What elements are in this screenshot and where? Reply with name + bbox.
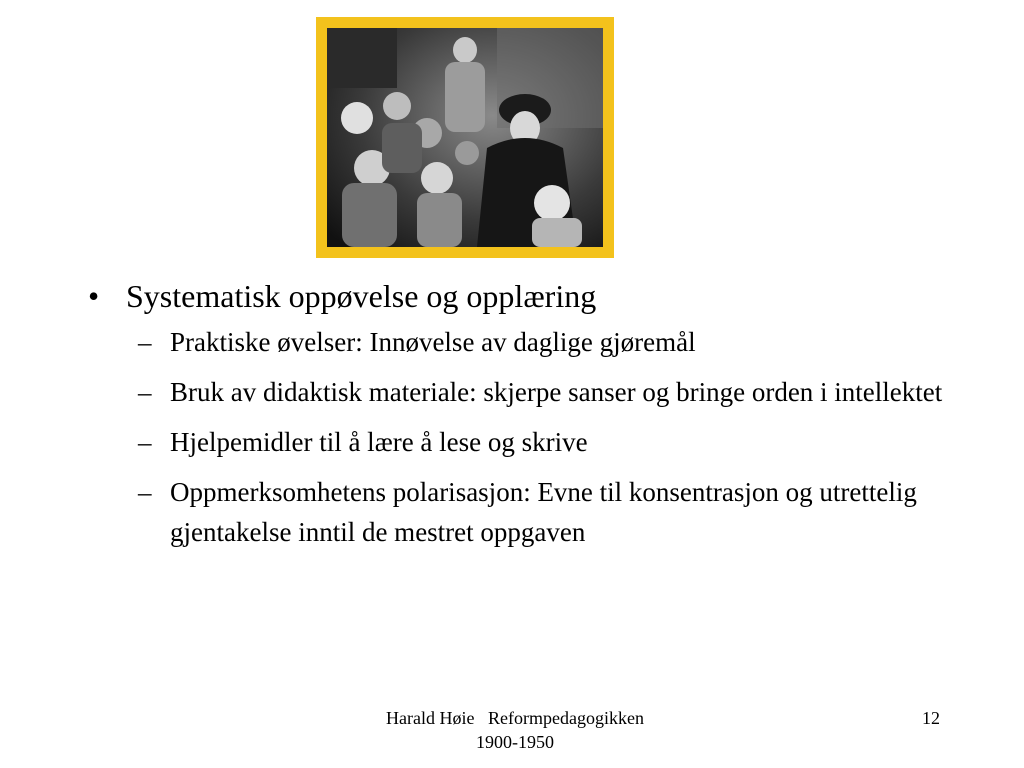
bullet-main-text: Systematisk oppøvelse og opplæring [126,278,597,314]
bullet-list [88,276,968,562]
historical-photo [327,28,603,247]
sub-bullet-text: Bruk av didaktisk materiale: skjerpe sanser og bringe orden i intellektet [170,377,943,407]
sub-bullet-item [138,422,968,462]
sub-bullet-item [138,322,968,362]
sub-bullet-item [138,372,968,412]
footer-author-line: Harald Høie Reformpedagogikken [386,708,644,728]
dash-marker: – [138,377,152,407]
bullet-marker: • [88,278,100,314]
footer-author-title [340,706,690,754]
photo-frame [316,17,614,258]
sub-bullet-list [138,322,968,552]
dash-marker: – [138,477,152,507]
dash-marker: – [138,327,152,357]
page-number: 12 [922,708,940,728]
sub-bullet-text: Praktiske øvelser: Innøvelse av daglige gjøremål [170,327,696,357]
bullet-main [88,276,968,316]
dash-marker: – [138,427,152,457]
sub-bullet-text: Oppmerksomhetens polarisasjon: Evne til konsentrasjon og utrettelig gjentakelse inntil de mestret oppgaven [170,477,917,547]
footer-years: 1900-1950 [476,732,554,752]
sub-bullet-text: Hjelpemidler til å lære å lese og skrive [170,427,588,457]
sub-bullet-item [138,472,968,552]
